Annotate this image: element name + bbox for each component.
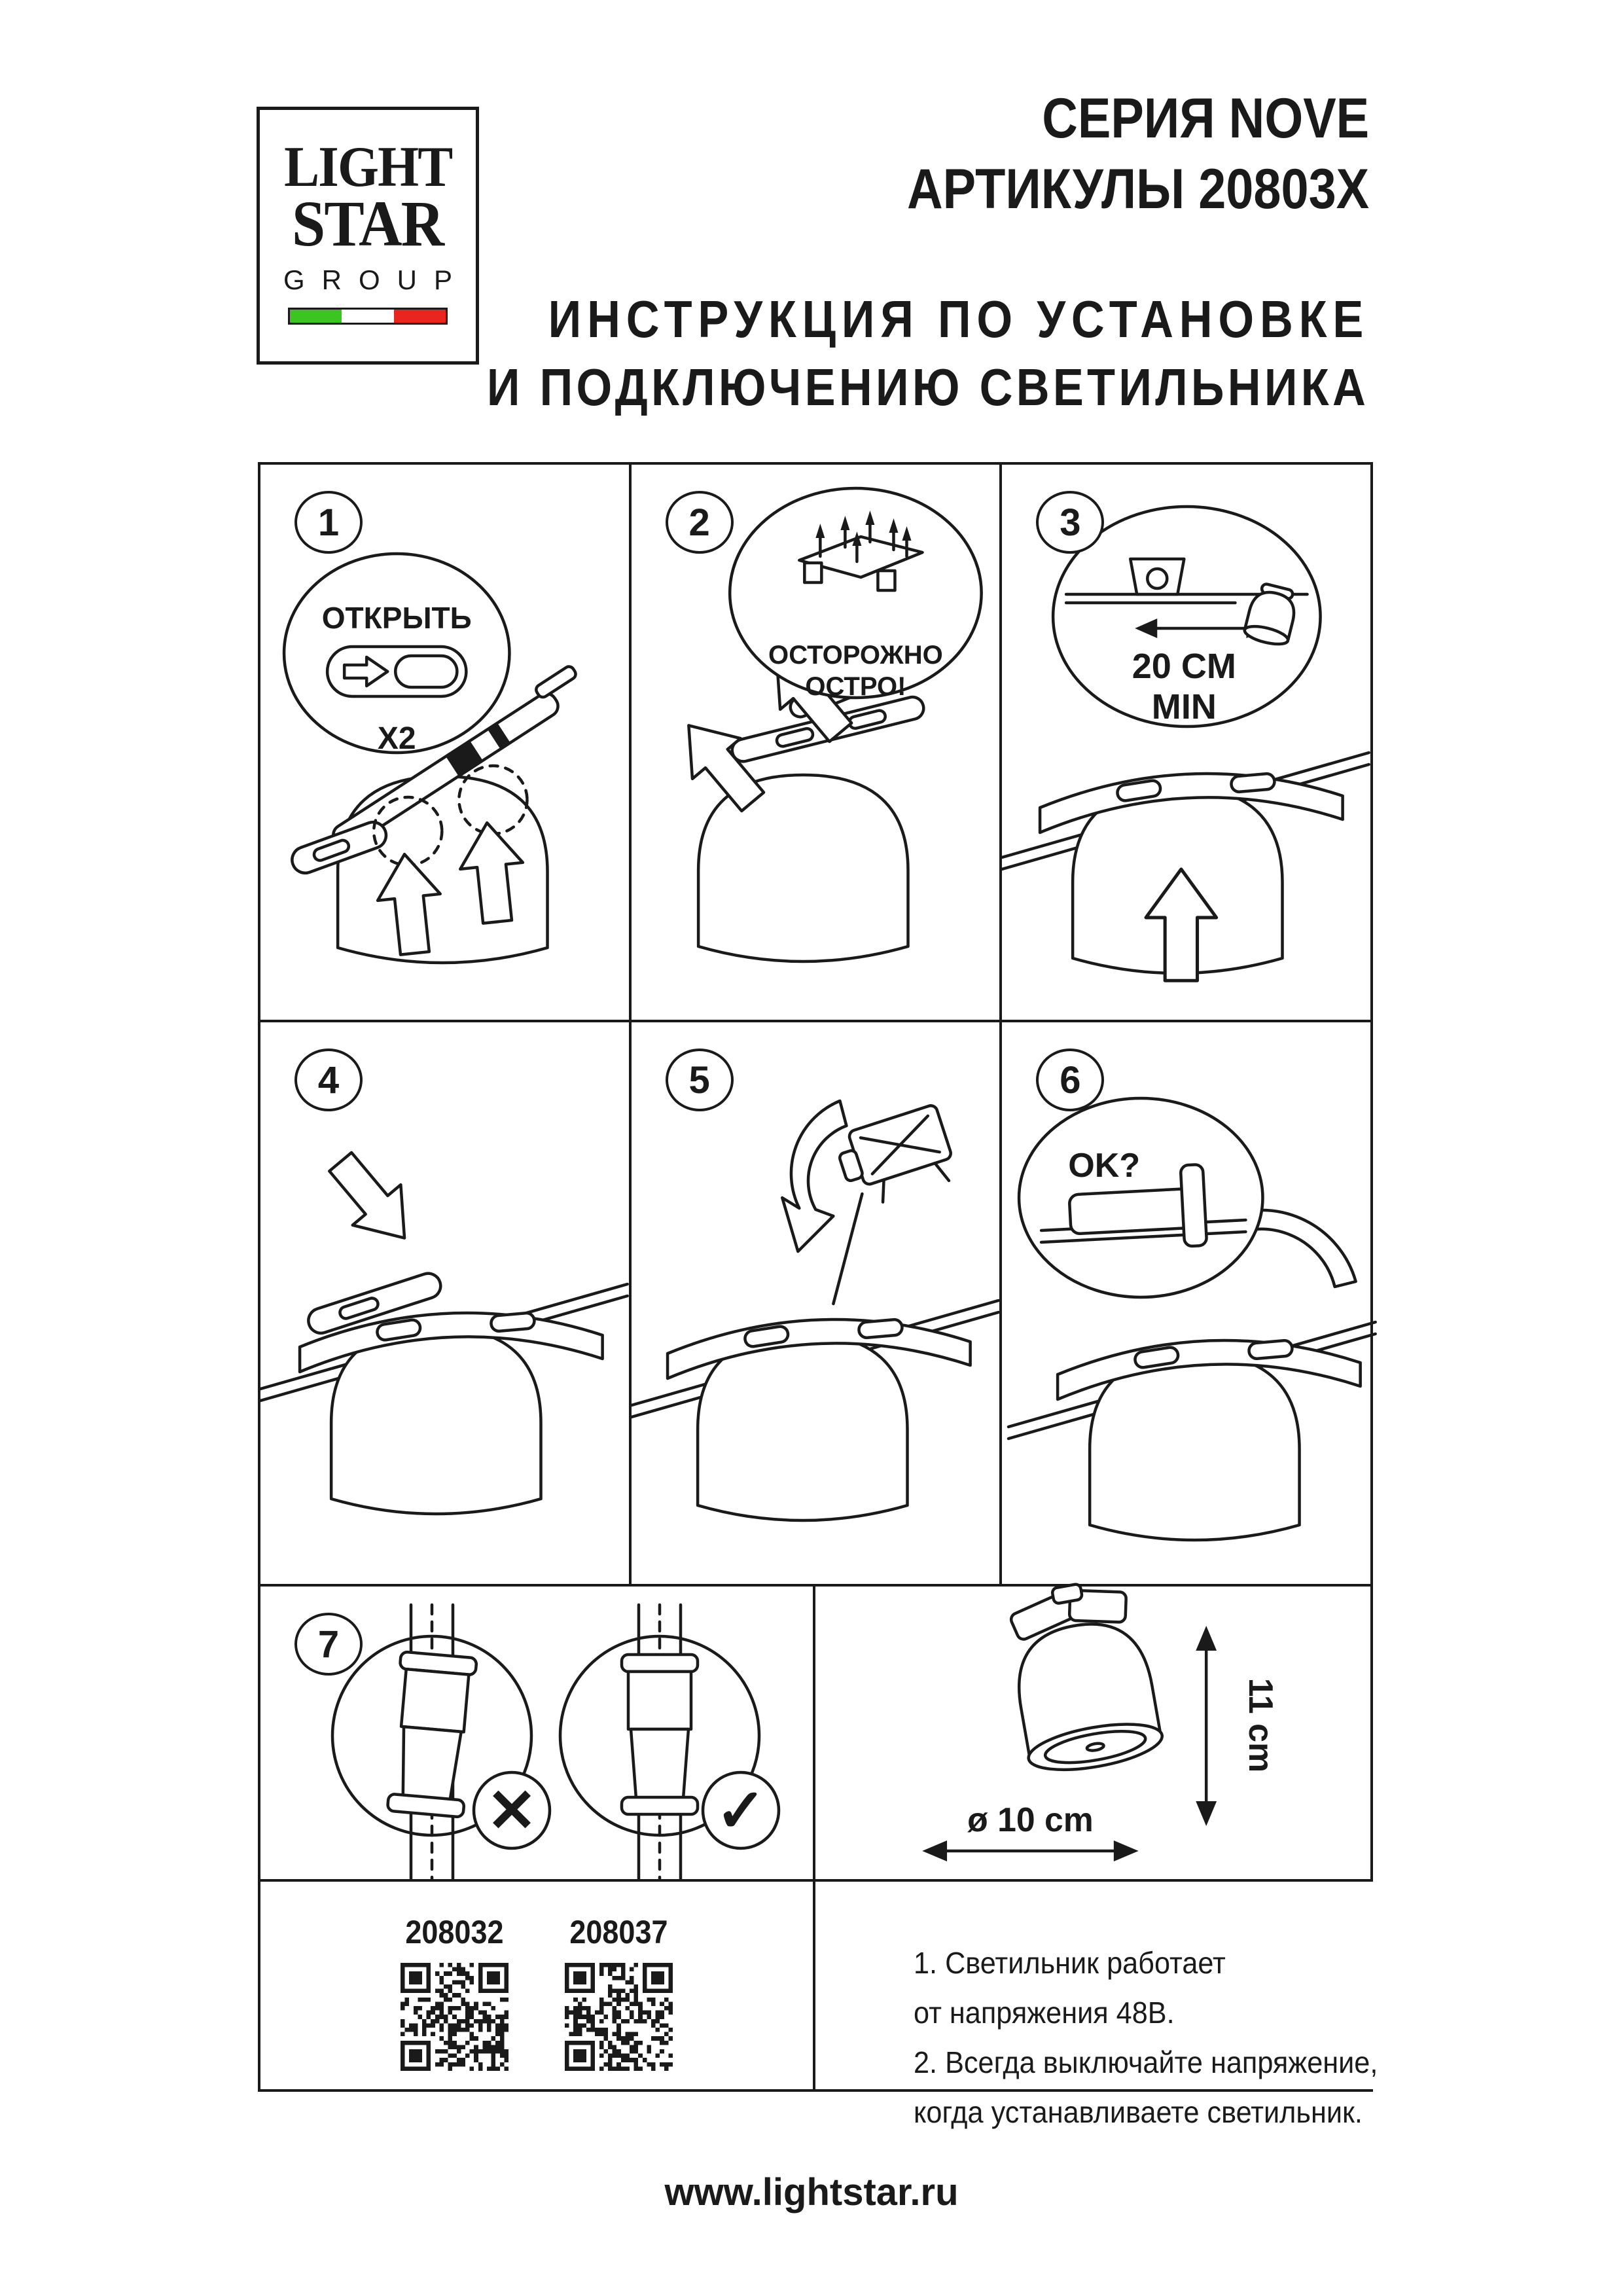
- series-title: СЕРИЯ NOVE: [1042, 87, 1369, 150]
- note-line: 2. Всегда выключайте напряжение,: [914, 2045, 1378, 2079]
- flag-red: [394, 310, 446, 323]
- step-2-badge: 2: [666, 491, 734, 554]
- clip-wrong: [387, 1651, 477, 1817]
- clip-correct: [622, 1655, 698, 1814]
- lightstar-logo: [257, 107, 479, 365]
- lamp-figure: [1001, 1574, 1166, 1778]
- title-block: [486, 87, 1369, 416]
- distance-label-line2: MIN: [1152, 687, 1217, 726]
- slider-icon: [327, 647, 466, 696]
- step-4-cell: [260, 1022, 629, 1584]
- qr-code: [565, 1963, 673, 2071]
- step-6-badge: 6: [1036, 1049, 1104, 1111]
- product-qr-208032: [400, 1913, 509, 2071]
- instruction-title-line2: И ПОДКЛЮЧЕНИЮ СВЕТИЛЬНИКА: [486, 358, 1369, 416]
- step-3-badge: 3: [1036, 491, 1104, 554]
- qr-code: [401, 1963, 508, 2071]
- check-icon: ✓: [715, 1778, 766, 1844]
- note-line: от напряжения 48В.: [914, 1996, 1175, 2030]
- italian-flag-bar: [288, 308, 448, 325]
- step-1-cell: [260, 465, 629, 1020]
- step-4-badge: 4: [294, 1049, 363, 1111]
- article-code-label: 208032: [405, 1914, 504, 1950]
- logo-word-star: STAR: [292, 187, 444, 260]
- step-2-cell: [629, 465, 1000, 1020]
- logo-word-group: GROUP: [283, 264, 469, 295]
- step-7-cell: [260, 1587, 813, 1879]
- step-7-badge: 7: [294, 1613, 363, 1676]
- articles-title: АРТИКУЛЫ 20803X: [906, 158, 1369, 221]
- ceiling-mount-icon: [1131, 559, 1185, 594]
- dimensions-illustration: [815, 1587, 1370, 1879]
- step-1-badge: 1: [294, 491, 363, 554]
- note-line: 1. Светильник работает: [914, 1946, 1226, 1980]
- connector-piece: [832, 1104, 959, 1211]
- notes-cell: [813, 1882, 1434, 2129]
- x2-label: X2: [377, 721, 416, 756]
- note-line: когда устанавливаете светильник.: [914, 2095, 1363, 2129]
- step-5-cell: [629, 1022, 1000, 1584]
- open-label: ОТКРЫТЬ: [321, 601, 472, 635]
- instruction-grid: [258, 462, 1378, 2129]
- qr-cell: [260, 1882, 813, 2089]
- step-5-badge: 5: [666, 1049, 734, 1111]
- website-url: www.lightstar.ru: [664, 2171, 959, 2214]
- diameter-dimension-label: ø 10 cm: [967, 1800, 1094, 1839]
- cross-icon: ✕: [486, 1778, 537, 1844]
- flag-white: [342, 310, 393, 323]
- article-code-label: 208037: [569, 1914, 668, 1950]
- instruction-title-line1: ИНСТРУКЦИЯ ПО УСТАНОВКЕ: [548, 290, 1369, 348]
- step-6-cell: [999, 1022, 1370, 1584]
- step-3-cell: [999, 465, 1370, 1020]
- logo-word-light: LIGHT: [283, 135, 452, 199]
- flag-green: [290, 310, 342, 323]
- product-qr-208037: [564, 1913, 673, 2071]
- height-dimension-label: 11 cm: [1241, 1677, 1280, 1773]
- warning-label-line2: ОСТРО!: [804, 672, 906, 701]
- ok-label: OK?: [1068, 1147, 1141, 1185]
- warning-label-line1: ОСТОРОЖНО: [768, 641, 943, 670]
- dimensions-cell: [813, 1587, 1370, 1879]
- distance-label-line1: 20 CM: [1132, 647, 1237, 686]
